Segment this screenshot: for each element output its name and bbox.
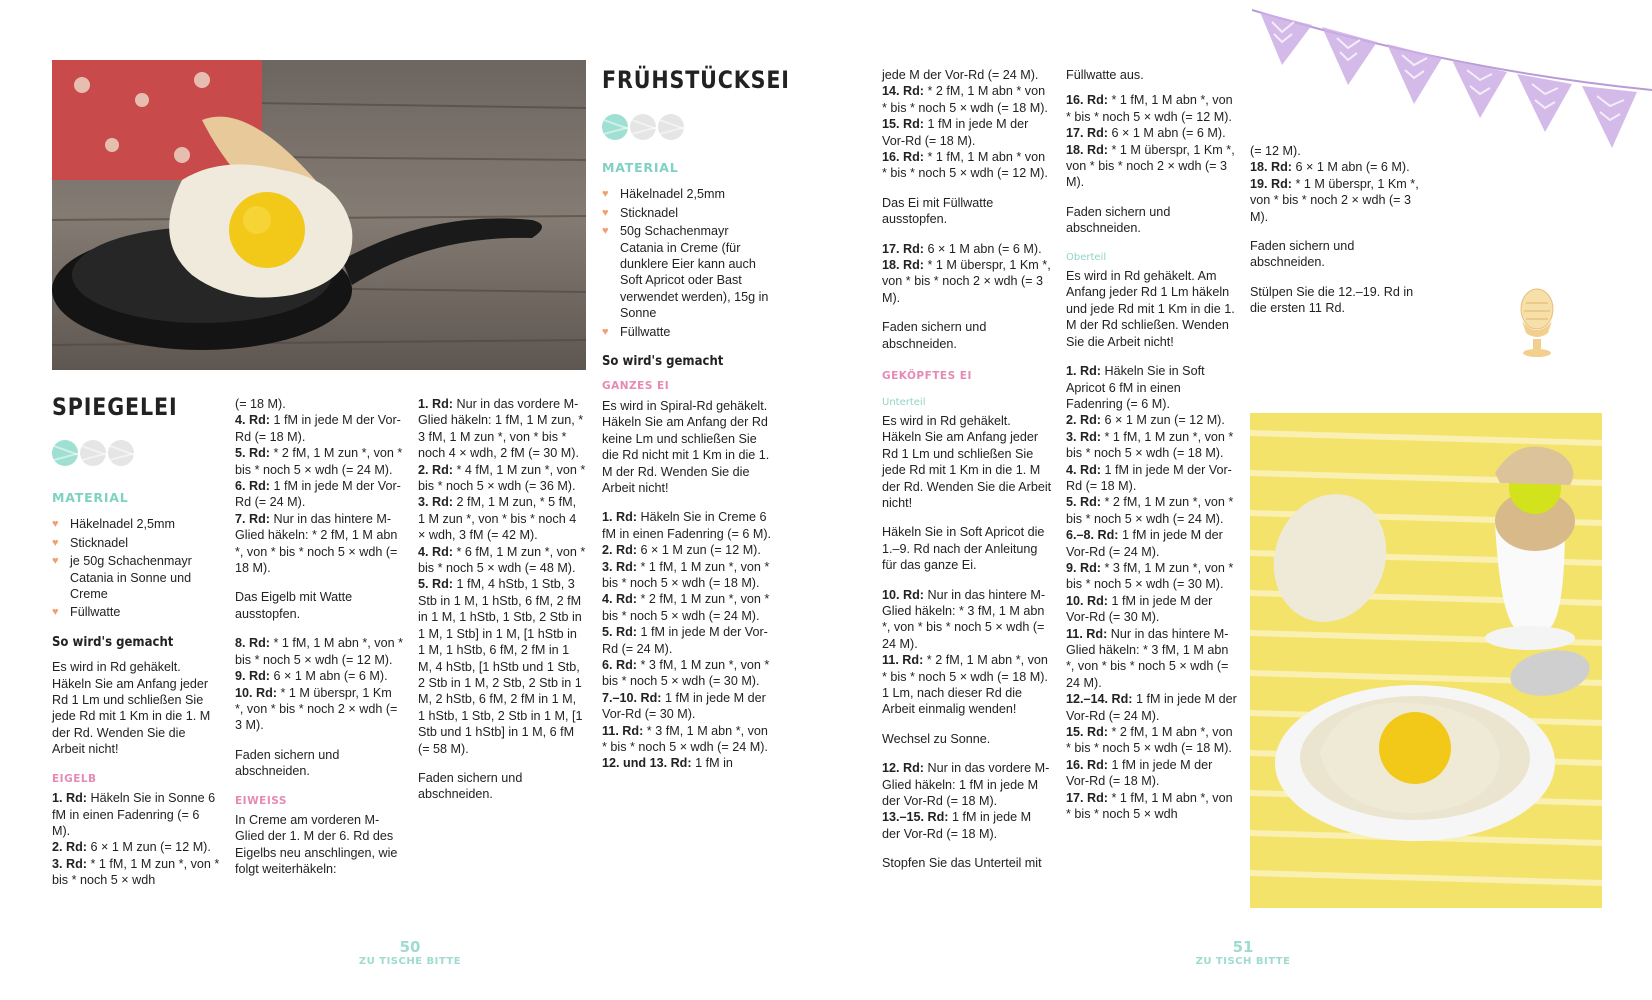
paragraph: Faden sichern und abschneiden.	[882, 320, 987, 351]
round-text: * 2 fM, 1 M abn *, von * bis * noch 5 × wdh (= 18 M).	[1066, 725, 1233, 756]
subheading-unterteil: Unterteil	[882, 396, 926, 408]
round-list	[52, 790, 220, 888]
pattern-round	[1066, 462, 1238, 495]
heart-bullet-icon: ♥	[602, 206, 609, 219]
round-label: 18. Rd:	[882, 258, 924, 273]
round-label: 16. Rd:	[882, 150, 924, 165]
round-text: 6 × 1 M zun (= 12 M).	[636, 543, 761, 558]
crochet-eggs-illustration	[1250, 413, 1602, 908]
round-text: * 1 fM, 1 M zun *, von * bis * noch 5 × wdh (= 18 M).	[1066, 429, 1234, 461]
list-item: ♥ je 50g Schachenmayr Catania in Sonne und Creme	[52, 554, 192, 602]
round-text: 1 fM in jede M der Vor-Rd (= 18 M).	[882, 117, 1029, 148]
fried-egg-pan-illustration	[52, 60, 586, 370]
round-label: 9. Rd:	[235, 669, 270, 684]
round-text: 6 × 1 M zun (= 12 M).	[86, 840, 211, 855]
pattern-round	[52, 790, 220, 839]
list-item: ♥ Sticknadel	[52, 535, 129, 550]
round-label: 10. Rd:	[235, 685, 277, 700]
pattern-round	[418, 462, 586, 495]
round-label: 1. Rd:	[418, 397, 453, 411]
round-text: 1 fM in jede M der Vor-Rd (= 18 M).	[1066, 757, 1213, 789]
pattern-round	[882, 116, 1052, 149]
paragraph: Faden sichern und abschneiden.	[418, 770, 523, 802]
heart-bullet-icon: ♥	[52, 518, 59, 531]
round-text: * 1 fM, 1 M abn *, von * bis * noch 5 × wdh (= 12 M).	[235, 636, 403, 667]
pattern-round	[1066, 363, 1238, 412]
round-text: 1 fM in jede M der Vor-Rd (= 30 M).	[602, 690, 766, 722]
round-text: * 1 M überspr, 1 Km *, von * bis * noch 2 × wdh (= 3 M).	[235, 685, 398, 733]
round-label: 4. Rd:	[602, 592, 637, 607]
round-text: * 3 fM, 1 M abn *, von * bis * noch 5 × wdh (= 24 M).	[602, 723, 768, 754]
round-text: * 1 M überspr, 1 Km *, von * bis * noch 2 × wdh (= 3 M).	[1250, 176, 1419, 224]
paragraph: (= 12 M).	[1250, 144, 1301, 158]
photo-crochet-eggs	[1250, 413, 1602, 908]
round-label: 2. Rd:	[52, 840, 87, 855]
heart-bullet-icon: ♥	[602, 188, 609, 201]
round-label: 1. Rd:	[602, 510, 637, 525]
list-item: ♥ Häkelnadel 2,5mm	[602, 187, 725, 202]
round-text: 6 × 1 M abn (= 6 M).	[1108, 126, 1226, 141]
round-text: * 3 fM, 1 M zun *, von * bis * noch 5 × wdh (= 30 M).	[1066, 560, 1234, 592]
round-label: 2. Rd:	[418, 462, 453, 477]
photo-fried-egg-pan	[52, 60, 586, 370]
round-label: 12. und 13. Rd:	[602, 756, 692, 771]
paragraph: Es wird in Rd gehäkelt. Häkeln Sie am Anfang jeder Rd 1 Lm und schließen Sie jede Rd mit 1 Km in die 1. M der Rd. Wenden Sie die Arbeit nicht!	[52, 660, 211, 757]
round-label: 5. Rd:	[235, 446, 270, 461]
round-label: 17. Rd:	[882, 241, 924, 256]
pattern-round	[602, 542, 772, 558]
round-text: * 1 fM, 1 M zun *, von * bis * noch 5 × wdh	[52, 856, 220, 888]
yarn-ball-icon	[108, 440, 134, 466]
round-label: 6. Rd:	[602, 657, 637, 672]
round-label: 10. Rd:	[882, 587, 924, 602]
round-text: Häkeln Sie in Soft Apricot 6 fM in einen Fadenring (= 6 M).	[1066, 364, 1205, 411]
round-label: 11. Rd:	[882, 653, 924, 668]
paragraph: Faden sichern und abschneiden.	[1066, 204, 1171, 236]
round-label: 3. Rd:	[52, 856, 87, 871]
paragraph: Füllwatte aus.	[1066, 68, 1144, 82]
pattern-round	[1066, 142, 1238, 191]
round-label: 4. Rd:	[1066, 462, 1101, 477]
round-label: 12. Rd:	[882, 761, 924, 776]
round-label: 5. Rd:	[418, 577, 453, 592]
paragraph: Wechsel zu Sonne.	[882, 731, 991, 746]
pattern-round	[882, 241, 1052, 257]
round-list	[602, 509, 772, 772]
round-label: 12.–14. Rd:	[1066, 692, 1133, 707]
round-text: 6 × 1 M abn (= 6 M).	[269, 669, 388, 684]
gekoepftes-ei-column	[1066, 67, 1238, 822]
yarn-ball-icon	[52, 440, 78, 466]
pattern-round	[1250, 159, 1420, 175]
pattern-round	[418, 396, 586, 462]
pattern-round	[882, 587, 1052, 653]
round-label: 6. Rd:	[235, 479, 270, 494]
pattern-round	[1066, 790, 1238, 823]
round-text: 1 fM in jede M der Vor-Rd (= 18 M).	[235, 413, 401, 444]
round-label: 15. Rd:	[882, 117, 924, 132]
yarn-ball-icon	[602, 114, 628, 140]
pattern-round	[235, 635, 403, 668]
fruehstuecksei-continued-column	[882, 67, 1052, 885]
paragraph: Faden sichern und abschneiden.	[1250, 239, 1355, 270]
paragraph: (= 18 M).	[235, 397, 286, 411]
round-label: 3. Rd:	[602, 559, 637, 574]
gekoepftes-ei-column-end	[1250, 143, 1420, 330]
round-label: 1. Rd:	[52, 791, 87, 806]
howto-heading: So wird's gemacht	[52, 634, 174, 650]
round-label: 1. Rd:	[1066, 364, 1101, 379]
pattern-round	[1066, 412, 1238, 428]
round-label: 14. Rd:	[882, 84, 924, 99]
egg-cup-icon	[1512, 285, 1562, 365]
round-text: 1 fM in jede M der Vor-Rd (= 24 M).	[235, 479, 401, 510]
round-label: 8. Rd:	[235, 636, 270, 651]
material-heading: MATERIAL	[52, 490, 129, 505]
round-label: 11. Rd:	[1066, 626, 1108, 641]
round-label: 15. Rd:	[1066, 725, 1108, 740]
heart-bullet-icon: ♥	[602, 325, 609, 338]
round-text: 1 fM, 4 hStb, 1 Stb, 3 Stb in 1 M, 1 hStb, 6 fM, 2 fM in 1 M, 1 hStb, 1 Stb, 2 Stb in 1 M, 1 Stb] in 1 M, [1 hStb in 1 M, 1 hStb, 6 fM, 2 fM in 1 M, 4 hStb, [1 hStb und 1 Stb, 2 Stb in 1 M, 2 Stb, 2 Stb in 1 M, 2 hStb, 6 fM, 2 fM in 1 M, 1 hStb, 1 Stb, 2 Stb in 1 M, [1 Stb und 1 hStb] in 1 M, 6 fM (= 58 M).	[418, 577, 583, 756]
pattern-round	[418, 576, 586, 756]
yarn-ball-icon	[658, 114, 684, 140]
pattern-round	[602, 690, 772, 723]
round-list	[1066, 363, 1238, 822]
round-list	[882, 760, 1052, 842]
howto-heading: So wird's gemacht	[602, 354, 724, 370]
paragraph: Häkeln Sie in Soft Apricot die 1.–9. Rd nach der Anleitung für das ganze Ei.	[882, 525, 1045, 573]
round-label: 9. Rd:	[1066, 560, 1101, 575]
pattern-round	[235, 445, 403, 478]
round-text: 6 × 1 M abn (= 6 M).	[1292, 160, 1410, 175]
round-text: 1 fM in jede M der Vor-Rd (= 24 M).	[1066, 692, 1237, 723]
spiegelei-column-1	[52, 490, 220, 889]
round-text: * 2 fM, 1 M abn *, von * bis * noch 5 × wdh (= 18 M). 1 Lm, nach dieser Rd die Arbeit einmalig wenden!	[882, 653, 1048, 717]
pattern-round	[1066, 125, 1238, 141]
round-text: * 2 fM, 1 M zun *, von * bis * noch 5 × wdh (= 24 M).	[235, 446, 403, 477]
round-text: * 1 fM, 1 M abn * von * bis * noch 5 × wdh (= 12 M).	[882, 150, 1048, 181]
round-text: 6 × 1 M zun (= 12 M).	[1100, 413, 1225, 428]
page-number: 51	[1232, 938, 1254, 956]
round-text: 1 fM in jede M der Vor-Rd (= 18 M).	[882, 810, 1032, 841]
round-text: 2 fM, 1 M zun, * 5 fM, 1 M zun *, von * bis * noch 4 × wdh, 3 fM (= 42 M).	[418, 495, 577, 543]
pattern-round	[235, 478, 403, 511]
pattern-round	[882, 257, 1052, 306]
pattern-round	[1066, 429, 1238, 462]
pattern-round	[1066, 494, 1238, 527]
round-label: 2. Rd:	[1066, 413, 1101, 428]
yarn-ball-icon	[630, 114, 656, 140]
round-label: 18. Rd:	[1066, 142, 1108, 157]
round-label: 6.–8. Rd:	[1066, 528, 1119, 543]
pattern-round	[882, 149, 1052, 182]
heart-bullet-icon: ♥	[602, 225, 609, 238]
paragraph: In Creme am vorderen M-Glied der 1. M der 6. Rd des Eigelbs neu anschlingen, wie folgt weiterhäkeln:	[235, 812, 398, 877]
pattern-round	[1066, 593, 1238, 626]
round-label: 2. Rd:	[602, 543, 637, 558]
round-text: 1 fM in	[691, 756, 733, 771]
list-item: ♥ Füllwatte	[602, 324, 671, 339]
paragraph: jede M der Vor-Rd (= 24 M).	[882, 68, 1039, 82]
list-item: ♥ 50g Schachenmayr Catania in Creme (für dunklere Eier kann auch Soft Apricot oder Bast verwendet werden), 15g in Sonne	[602, 224, 769, 321]
pattern-round	[1066, 626, 1238, 692]
section-heading-eiweiss: EIWEISS	[235, 794, 287, 807]
round-label: 16. Rd:	[1066, 757, 1108, 772]
paragraph: Es wird in Rd gehäkelt. Häkeln Sie am Anfang jeder Rd 1 Lm und schließen Sie jede Rd mit 1 Km in die 1. M der Rd. Wenden Sie die Arbeit nicht!	[882, 413, 1052, 510]
round-text: 1 fM in jede M der Vor-Rd (= 18 M).	[1066, 462, 1232, 493]
round-text: * 2 fM, 1 M zun *, von * bis * noch 5 × wdh (= 24 M).	[602, 592, 770, 623]
spiegelei-column-2	[235, 396, 403, 891]
round-label: 10. Rd:	[1066, 593, 1108, 608]
pattern-round	[1066, 92, 1238, 125]
yarn-difficulty-icons	[602, 114, 684, 140]
round-label: 17. Rd:	[1066, 790, 1108, 805]
pattern-round	[235, 668, 403, 684]
round-text: Häkeln Sie in Sonne 6 fM in einen Fadenring (= 6 M).	[52, 791, 216, 838]
round-label: 13.–15. Rd:	[882, 810, 949, 825]
pattern-round	[602, 591, 772, 624]
round-label: 19. Rd:	[1250, 176, 1292, 191]
paragraph: Es wird in Spiral-Rd gehäkelt. Häkeln Sie am Anfang der Rd keine Lm und schließen Sie die Rd nicht mit 1 Km in die 1. M der Rd. Wenden Sie die Arbeit nicht!	[602, 398, 770, 495]
round-label: 11. Rd:	[602, 723, 644, 738]
recipe-title-spiegelei: SPIEGELEI	[52, 393, 178, 421]
recipe-title-fruehstuecksei: FRÜHSTÜCKSEI	[602, 66, 790, 94]
pattern-round	[602, 624, 772, 657]
heart-bullet-icon: ♥	[52, 536, 59, 549]
round-text: 6 × 1 M abn (= 6 M).	[924, 241, 1042, 256]
round-text: 1 fM in jede M der Vor-Rd (= 24 M).	[602, 625, 768, 656]
round-label: 3. Rd:	[1066, 429, 1101, 444]
round-list	[882, 587, 1052, 718]
round-text: 1 fM in jede M der Vor-Rd (= 30 M).	[1066, 593, 1213, 625]
pattern-round	[882, 760, 1052, 809]
round-label: 3. Rd:	[418, 495, 453, 510]
paragraph: Das Ei mit Füllwatte ausstopfen.	[882, 195, 994, 227]
round-label: 5. Rd:	[1066, 495, 1101, 510]
pattern-round	[418, 494, 586, 543]
section-heading-eigelb: EIGELB	[52, 772, 97, 785]
round-text: Nur in das hintere M-Glied häkeln: * 3 fM, 1 M abn *, von * bis * noch 5 × wdh (= 24 M).	[882, 587, 1046, 651]
pattern-round	[1066, 527, 1238, 560]
material-heading: MATERIAL	[602, 160, 679, 175]
running-title: ZU TISCHE BITTE	[358, 956, 462, 967]
round-label: 7. Rd:	[235, 511, 270, 526]
round-label: 16. Rd:	[1066, 93, 1108, 108]
pattern-round	[1250, 176, 1420, 225]
round-label: 18. Rd:	[1250, 160, 1292, 175]
round-text: * 3 fM, 1 M zun *, von * bis * noch 5 × wdh (= 30 M).	[602, 657, 770, 689]
round-list	[235, 412, 403, 576]
fruehstuecksei-column	[602, 160, 772, 772]
page-number-right	[1183, 938, 1303, 967]
round-text: * 1 M überspr, 1 Km *, von * bis * noch 2 × wdh (= 3 M).	[882, 258, 1051, 305]
pattern-round	[602, 723, 772, 756]
pattern-round	[52, 856, 220, 889]
pattern-round	[882, 652, 1052, 718]
section-heading-ganzes-ei: GANZES EI	[602, 380, 670, 393]
paragraph: Stopfen Sie das Unterteil mit	[882, 856, 1042, 871]
round-text: * 4 fM, 1 M zun *, von * bis * noch 5 × wdh (= 36 M).	[418, 462, 586, 494]
material-list	[52, 516, 220, 620]
pattern-round	[235, 511, 403, 577]
round-text: * 6 fM, 1 M zun *, von * bis * noch 5 × wdh (= 48 M).	[418, 544, 586, 576]
paragraph: Das Eigelb mit Watte ausstopfen.	[235, 590, 353, 621]
material-list	[602, 186, 772, 340]
round-list	[1066, 92, 1238, 190]
pattern-round	[882, 83, 1052, 116]
pattern-round	[235, 685, 403, 734]
round-text: Nur in das vordere M-Glied häkeln: 1 fM, 1 M zun, * 3 fM, 1 M zun *, von * bis * noch 4 × wdh, 2 fM (= 30 M).	[418, 397, 584, 461]
heart-bullet-icon: ♥	[52, 606, 59, 619]
round-text: Nur in das hintere M-Glied häkeln: * 3 fM, 1 M abn *, von * bis * noch 5 × wdh (= 24 M).	[1066, 626, 1229, 690]
pattern-round	[1066, 691, 1238, 724]
pattern-round	[1066, 724, 1238, 757]
pattern-round	[52, 839, 220, 855]
round-list	[882, 83, 1052, 181]
pattern-round	[602, 559, 772, 592]
list-item: ♥ Füllwatte	[52, 605, 121, 620]
section-heading-gekoepftes-ei: GEKÖPFTES EI	[882, 370, 972, 383]
pattern-round	[602, 657, 772, 690]
paragraph: Faden sichern und abschneiden.	[235, 747, 340, 779]
list-item: ♥ Häkelnadel 2,5mm	[52, 517, 175, 532]
pattern-round	[418, 544, 586, 577]
round-text: Nur in das vordere M-Glied häkeln: 1 fM in jede M der Vor-Rd (= 18 M).	[882, 761, 1050, 809]
round-text: * 2 fM, 1 M abn * von * bis * noch 5 × wdh (= 18 M).	[882, 84, 1048, 115]
yarn-ball-icon	[80, 440, 106, 466]
round-list	[418, 396, 586, 757]
pattern-round	[1066, 757, 1238, 790]
page-number: 50	[399, 938, 421, 956]
round-label: 5. Rd:	[602, 625, 637, 640]
list-item: ♥ Sticknadel	[602, 205, 679, 220]
spiegelei-column-3	[418, 396, 586, 816]
yarn-difficulty-icons	[52, 440, 134, 466]
round-list	[1250, 159, 1420, 225]
round-label: 4. Rd:	[418, 544, 453, 559]
running-title: ZU TISCH BITTE	[1195, 956, 1291, 967]
round-text: * 1 fM, 1 M abn *, von * bis * noch 5 × wdh	[1066, 790, 1233, 822]
pattern-round	[235, 412, 403, 445]
round-text: * 1 fM, 1 M zun *, von * bis * noch 5 × wdh (= 18 M).	[602, 559, 770, 590]
paragraph: Es wird in Rd gehäkelt. Am Anfang jeder Rd 1 Lm häkeln und jede Rd mit 1 Km in die 1. M der Rd schließen. Wenden Sie die Arbeit nicht!	[1066, 269, 1235, 349]
pattern-round	[882, 809, 1052, 842]
pattern-round	[602, 755, 772, 771]
pattern-round	[602, 509, 772, 542]
round-text: 1 fM in jede M der Vor-Rd (= 24 M).	[1066, 528, 1223, 559]
pattern-round	[1066, 560, 1238, 593]
heart-bullet-icon: ♥	[52, 555, 59, 568]
page-number-left	[350, 938, 470, 967]
round-text: * 1 fM, 1 M abn *, von * bis * noch 5 × wdh (= 12 M).	[1066, 93, 1233, 124]
round-text: * 1 M überspr, 1 Km *, von * bis * noch 2 × wdh (= 3 M).	[1066, 142, 1235, 190]
round-text: * 2 fM, 1 M zun *, von * bis * noch 5 × wdh (= 24 M).	[1066, 495, 1234, 526]
round-text: Nur in das hintere M-Glied häkeln: * 2 fM, 1 M abn *, von * bis * noch 5 × wdh (= 18 M).	[235, 511, 398, 576]
subheading-oberteil: Oberteil	[1066, 251, 1107, 263]
round-label: 4. Rd:	[235, 413, 270, 428]
paragraph: Stülpen Sie die 12.–19. Rd in die ersten 11 Rd.	[1250, 284, 1414, 316]
round-label: 7.–10. Rd:	[602, 690, 662, 705]
round-list	[882, 241, 1052, 307]
round-label: 17. Rd:	[1066, 126, 1108, 141]
round-text: Häkeln Sie in Creme 6 fM in einen Fadenring (= 6 M).	[602, 510, 772, 541]
round-list	[235, 635, 403, 733]
